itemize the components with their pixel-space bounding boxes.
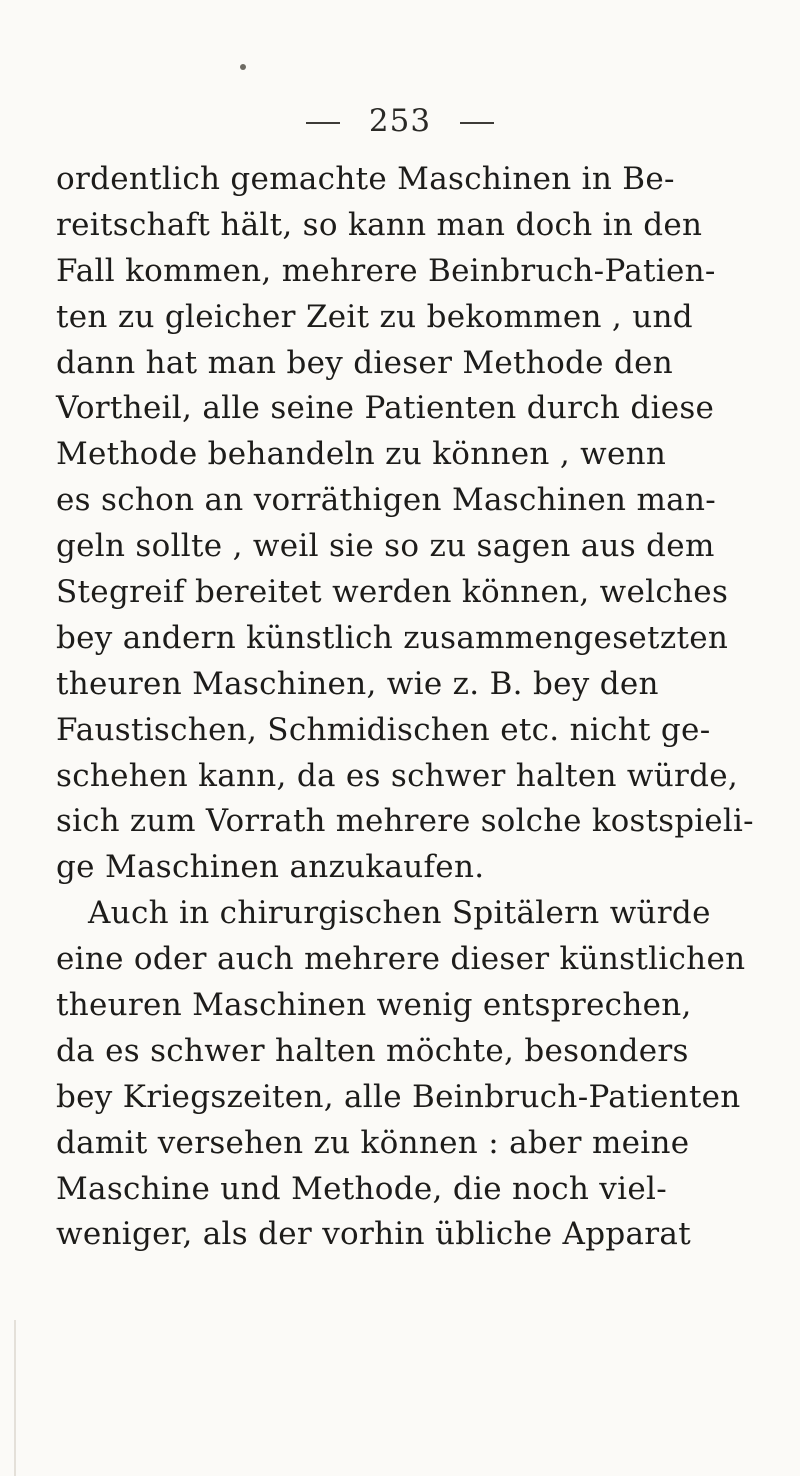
text-line: es schon an vorräthigen Maschinen man-	[56, 482, 716, 519]
text-line: schehen kann, da es schwer halten würde,	[56, 757, 739, 794]
text-line: reitschaft hält, so kann man doch in den	[56, 206, 703, 243]
text-line: Maschine und Methode, die noch viel-	[56, 1170, 667, 1207]
text-line-paragraph-start: Auch in chirurgischen Spitälern würde	[88, 895, 711, 932]
text-line: dann hat man bey dieser Methode den	[56, 344, 674, 381]
text-line: damit versehen zu können : aber meine	[56, 1124, 690, 1161]
text-line: theuren Maschinen wenig entsprechen,	[56, 987, 692, 1024]
page-header	[0, 103, 800, 139]
page-number: 253	[368, 103, 432, 139]
text-line: bey andern künstlich zusammengesetzten	[56, 619, 729, 656]
text-line: Stegreif bereitet werden können, welches	[56, 574, 729, 611]
header-dash-right	[460, 122, 494, 124]
text-line: da es schwer halten möchte, besonders	[56, 1032, 689, 1069]
text-line: ordentlich gemachte Maschinen in Be-	[56, 161, 675, 197]
text-line: sich zum Vorrath mehrere solche kostspieli-	[56, 803, 754, 840]
text-line: Vortheil, alle seine Patienten durch diese	[56, 390, 715, 427]
text-line: Methode behandeln zu können , wenn	[56, 436, 667, 473]
text-line: geln sollte , weil sie so zu sagen aus dem	[56, 528, 715, 565]
text-line: eine oder auch mehrere dieser künstlichen	[56, 941, 746, 978]
text-line: ten zu gleicher Zeit zu bekommen , und	[56, 298, 693, 335]
text-line: weniger, als der vorhin übliche Apparat	[56, 1216, 691, 1253]
text-line: theuren Maschinen, wie z. B. bey den	[56, 665, 659, 702]
text-line: bey Kriegszeiten, alle Beinbruch-Patienten	[56, 1078, 741, 1115]
body-text	[56, 156, 754, 1257]
header-dash-left	[306, 122, 340, 124]
text-line: Fall kommen, mehrere Beinbruch-Patien-	[56, 252, 716, 289]
text-line: Faustischen, Schmidischen etc. nicht ge-	[56, 711, 711, 748]
ink-speck	[240, 64, 246, 70]
text-line: ge Maschinen anzukaufen.	[56, 849, 485, 886]
